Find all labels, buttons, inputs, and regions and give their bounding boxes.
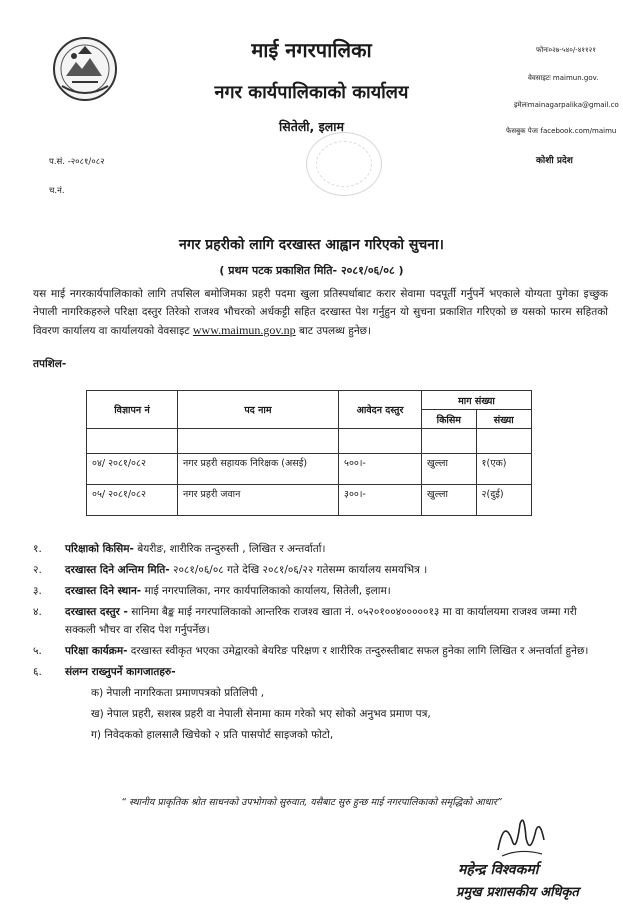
- item-text: माई नगरपालिका, नगर कार्यपालिकाको कार्यालय, सितेली, इलाम।: [141, 585, 391, 597]
- signatory-name: महेन्द्र विश्वकर्मा: [458, 862, 539, 878]
- item-label: परिक्षा कार्यक्रम-: [65, 645, 128, 657]
- office-name: नगर कार्यपालिकाको कार्यालय: [214, 82, 409, 103]
- row-count: १(एक): [476, 454, 531, 485]
- item-number: १.: [33, 543, 42, 555]
- list-item: [33, 642, 608, 660]
- table-row: [87, 485, 532, 516]
- item-label: दरखास्त दिने स्थान-: [65, 585, 142, 597]
- list-item: [33, 603, 608, 639]
- phone-number: फोनः०२७-५४०/-४११२१: [536, 46, 596, 54]
- header-demand: माग संख्या: [422, 391, 532, 410]
- list-item: [33, 561, 608, 579]
- office-stamp: [306, 132, 382, 196]
- header-post: पद नाम: [178, 391, 339, 429]
- item-number: ५.: [33, 645, 42, 657]
- reference-number: प.सं. -२०८१/०८२: [49, 157, 105, 167]
- table-row: [87, 454, 532, 485]
- item-label: संलग्न राख्नुपर्ने कागजातहरु-: [65, 666, 176, 678]
- header-ad-no: विज्ञापन नं: [87, 391, 178, 429]
- row-ad-no: ०५/ २०८१/०८२: [87, 485, 178, 516]
- list-item: [33, 540, 608, 558]
- email: इमेलःmainagarpalika@gmail.co: [514, 101, 619, 109]
- document-item: ख) नेपाल प्रहरी, सशस्त्र प्रहरी वा नेपाली सेनामा काम गरेको भए सोको अनुभव प्रमाण पत्र,: [91, 708, 431, 720]
- row-fee: ३००।-: [339, 485, 422, 516]
- item-label: परिक्षाको किसिम-: [65, 543, 134, 555]
- province: कोशी प्रदेश: [536, 156, 573, 166]
- documents-list: [91, 684, 608, 744]
- conditions-list: [33, 540, 608, 747]
- vacancy-table: [86, 390, 532, 516]
- document-item: क) नेपाली नागरिकता प्रमाणपत्रको प्रतिलिपी ,: [91, 687, 265, 699]
- row-type: खुल्ला: [422, 485, 477, 516]
- handwritten-signature: [490, 810, 550, 865]
- item-number: ४.: [33, 606, 42, 618]
- publish-date: ( प्रथम पटक प्रकाशित मिति- २०८१/०६/०८ ): [219, 264, 404, 277]
- header-fee: आवेदन दस्तुर: [339, 391, 422, 429]
- document-item: ग) निवेदकको हालसालै खिचेको २ प्रति पासपोर्ट साइजको फोटो,: [91, 729, 334, 741]
- item-number: ६.: [33, 666, 42, 678]
- website-link[interactable]: www.maimun.gov.np: [192, 323, 296, 337]
- row-type: खुल्ला: [422, 454, 477, 485]
- list-item: [33, 663, 608, 681]
- motto: “ स्थानीय प्राकृतिक श्रोत साधनको उपभोगको सुरुवात, यसैबाट सुरु हुन्छ माई नगरपालिकाको समृद्धिको आधार”: [121, 797, 502, 808]
- signatory-title: प्रमुख प्रशासकीय अधिकृत: [456, 885, 579, 900]
- item-label: दरखास्त दिने अन्तिम मिति-: [65, 564, 170, 576]
- notice-title: नगर प्रहरीको लागि दरखास्त आह्वान गरिएको सुचना।: [179, 237, 444, 253]
- item-label: दरखास्त दस्तुर -: [65, 606, 128, 618]
- facebook-page: फेसबुक पेजः facebook.com/maimu: [506, 127, 617, 135]
- intro-paragraph: [33, 285, 608, 340]
- row-ad-no: ०४/ २०८१/०८२: [87, 454, 178, 485]
- intro-text: यस माई नगरकार्यपालिकाको लागि तपसिल बमोजिमका प्रहरी पदमा खुला प्रतिस्पर्धाबाट करार सेवामा पदपूर्ती गर्नुपर्ने भएकाले योग्यता पुगेका इच्छुक नेपाली नागरिकहरुले परिक्षा दस्तुर तिरेको राजश्व भौचरको अर्धकट्टी सहित दरखास्त पेश गर्नुहुन यो सुचना प्रकाशित गरिएको छ यसको फारम सहितको विवरण कार्यालय वा कार्यालयको वेवसाइट: [33, 288, 608, 337]
- intro-end: बाट उपलब्ध हुनेछ।: [295, 325, 372, 337]
- item-text: दरखास्त स्वीकृत भएका उमेद्वारको बेयरिङ परिक्षण र शारीरिक तन्दुरुस्तीबाट सफल हुनेका लागि लिखित र अन्तर्वार्ता हुनेछ।: [127, 645, 589, 657]
- item-text: २०८१/०६/०८ गते देखि २०८१/०६/२२ गतेसम्म कार्यालय समयभित्र ।: [169, 564, 428, 576]
- item-text: बेयरीङ, शारीरिक तन्दुरुस्ती , लिखित र अन्तर्वार्ता।: [133, 543, 326, 555]
- office-address: सितेली, इलाम: [279, 119, 344, 134]
- item-number: २.: [33, 564, 42, 576]
- item-text: सानिमा बैङ्क माई नगरपालिकाको आन्तरिक राजश्व खाता नं. ०५२०१००४०००००१३ मा वा कार्यालयमा राजश्व जम्मा गरी सक्कली भौचर वा रसिद पेश गर्नुपर्नेछ।: [65, 606, 577, 636]
- website: वेवसाइटः maimun.gov.: [528, 74, 599, 82]
- row-fee: ५००।-: [339, 454, 422, 485]
- item-number: ३.: [33, 585, 42, 597]
- row-post: नगर प्रहरी सहायक निरिक्षक (असई): [178, 454, 339, 485]
- header-count: संख्या: [476, 410, 531, 429]
- row-post: नगर प्रहरी जवान: [178, 485, 339, 516]
- municipality-name: माई नगरपालिका: [251, 38, 372, 62]
- dispatch-number: च.नं.: [49, 186, 65, 196]
- header-type: किसिम: [422, 410, 477, 429]
- details-heading: तपशिल-: [33, 358, 67, 370]
- row-count: २(दुई): [476, 485, 531, 516]
- list-item: [33, 582, 608, 600]
